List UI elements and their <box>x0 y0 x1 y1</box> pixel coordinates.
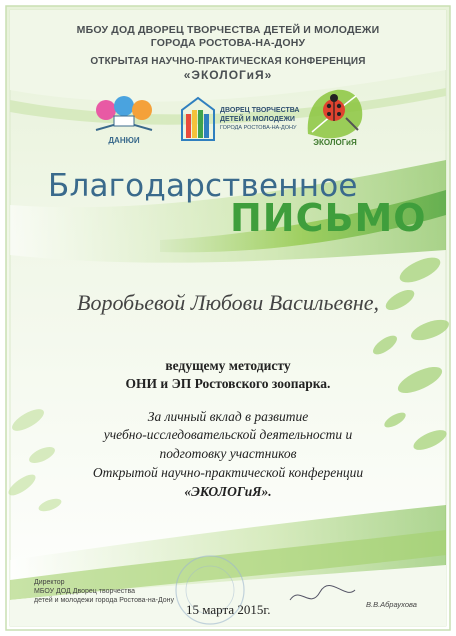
palace-logo-line2: ДЕТЕЙ И МОЛОДЕЖИ <box>220 116 295 123</box>
reason-line2: учебно-исследовательской деятельности и <box>103 427 353 442</box>
danui-logo-caption: ДАНЮИ <box>108 136 140 145</box>
recipient-name: Воробьевой Любови Васильевне, <box>77 290 379 315</box>
org-name-line1: МБОУ ДОД ДВОРЕЦ ТВОРЧЕСТВА ДЕТЕЙ И МОЛОДЕЖИ <box>76 24 380 36</box>
certificate-title-line2: ПИСЬМО <box>230 196 427 240</box>
palace-building-icon <box>180 96 216 142</box>
recipient-position-line2: ОНИ и ЭП Ростовского зоопарка. <box>125 376 331 391</box>
issue-date: 15 марта 2015г. <box>186 602 271 617</box>
ladybug-leaf-icon <box>302 84 368 142</box>
palace-logo-line3: ГОРОДА РОСТОВА-НА-ДОНУ <box>220 125 297 131</box>
signer-block <box>34 578 174 605</box>
reason-line1: За личный вклад в развитие <box>147 409 309 424</box>
danui-logo <box>92 92 156 150</box>
conference-name-line2: «ЭКОЛОГиЯ» <box>183 68 273 82</box>
conference-name-line1: ОТКРЫТАЯ НАУЧНО-ПРАКТИЧЕСКАЯ КОНФЕРЕНЦИЯ <box>90 56 366 67</box>
ecology-logo <box>302 84 368 154</box>
reason-line5: «ЭКОЛОГиЯ». <box>184 484 272 499</box>
org-name-line2: ГОРОДА РОСТОВА-НА-ДОНУ <box>150 37 306 49</box>
signer-title-line2: МБОУ ДОД Дворец творчества <box>34 588 136 595</box>
ecology-logo-caption: ЭКОЛОГиЯ <box>313 138 357 147</box>
signer-title-line3: детей и молодежи города Ростова-на-Дону <box>34 597 175 604</box>
palace-logo <box>180 96 300 144</box>
signer-title-line1: Директор <box>34 579 65 586</box>
signer-name: В.В.Абраухова <box>366 600 417 609</box>
recipient-position-line1: ведущему методисту <box>165 358 291 373</box>
certificate-title-line1: Благодарственное <box>48 168 358 204</box>
education-emblem-icon <box>92 92 156 138</box>
reason-line3: подготовку участников <box>159 446 297 461</box>
reason-line4: Открытой научно-практической конференции <box>92 465 364 480</box>
palace-logo-line1: ДВОРЕЦ ТВОРЧЕСТВА <box>220 107 300 114</box>
